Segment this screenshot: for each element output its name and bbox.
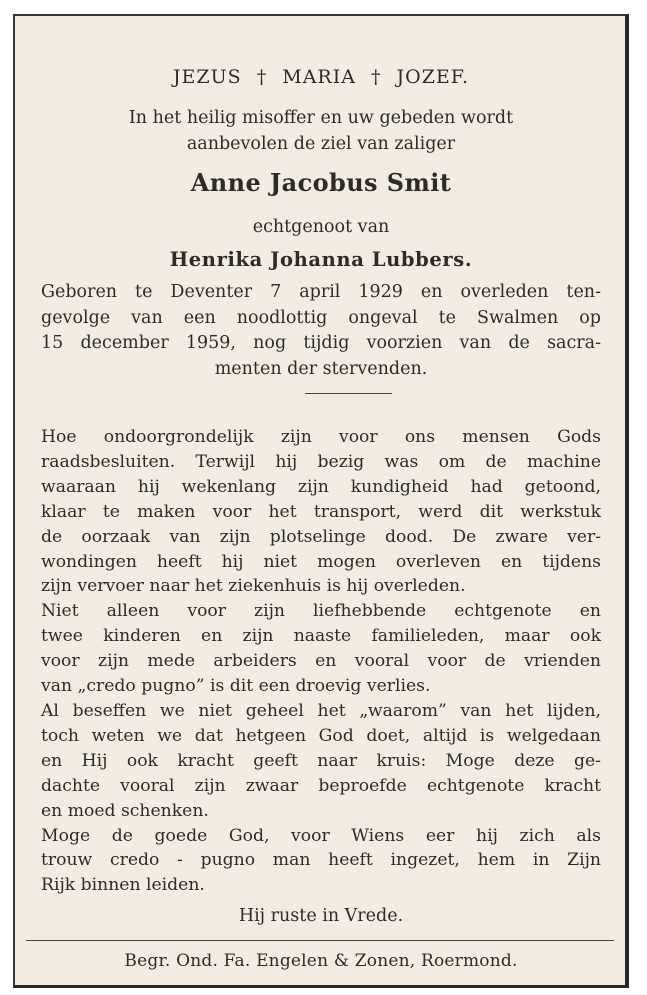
spouse-name: Henrika Johanna Lubbers.: [169, 248, 473, 271]
text-line: trouw credo - pugno man heeft ingezet, hem in Zijn: [41, 850, 601, 871]
birth-death-line: gevolge van een noodlottig ongeval te Swalmen op: [41, 307, 601, 328]
text-line: toch weten we dat hetgeen God doet, altijd is welgedaan: [41, 725, 601, 746]
recommendation-line: aanbevolen de ziel van zaliger: [186, 134, 456, 154]
text-line: Moge de goede God, voor Wiens eer hij zich als: [41, 825, 601, 846]
text-line: en moed schenken.: [41, 800, 209, 821]
text-line: en Hij ook kracht geeft naar kruis: Moge deze ge-: [41, 750, 601, 771]
text-line: de oorzaak van zijn plotselinge dood. De zware ver-: [41, 526, 601, 547]
short-divider: [305, 393, 392, 394]
memorial-card: [13, 14, 629, 988]
bottom-divider: [26, 940, 614, 941]
undertaker-credit: Begr. Ond. Fa. Engelen & Zonen, Roermond.: [124, 951, 518, 971]
text-line: Al beseffen we niet geheel het „waarom” van het lijden,: [41, 700, 601, 721]
birth-death-line: Geboren te Deventer 7 april 1929 en overleden ten-: [41, 282, 601, 302]
birth-death-paragraph: [41, 280, 601, 382]
text-line: Rijk binnen leiden.: [41, 875, 205, 896]
memorial-text: [41, 425, 601, 898]
birth-death-line: 15 december 1959, nog tijdig voorzien van de sacra-: [41, 333, 601, 353]
text-line: twee kinderen en zijn naaste familieleden, maar ook: [41, 626, 601, 647]
text-line: Niet alleen voor zijn liefhebbende echtgenote en: [41, 601, 601, 622]
spouse-label: echtgenoot van: [252, 217, 390, 237]
birth-death-line: menten der stervenden.: [214, 358, 428, 379]
deceased-name: Anne Jacobus Smit: [190, 168, 452, 197]
text-line: voor zijn mede arbeiders en vooral voor de vrienden: [41, 651, 601, 672]
recommendation-line: In het heilig misoffer en uw gebeden wordt: [128, 108, 514, 128]
text-line: klaar te maken voor het transport, werd dit werkstuk: [41, 501, 601, 522]
text-line: waaraan hij wekenlang zijn kundigheid had getoond,: [41, 476, 601, 497]
closing-phrase: Hij ruste in Vrede.: [238, 906, 404, 926]
text-line: dachte vooral zijn zwaar beproefde echtgenote kracht: [41, 775, 601, 796]
invocation-heading: JEZUS † MARIA † JOZEF.: [172, 66, 470, 88]
text-line: Hoe ondoorgrondelijk zijn voor ons mensen Gods: [41, 427, 601, 447]
recommendation-text: [41, 105, 601, 157]
text-line: zijn vervoer naar het ziekenhuis is hij overleden.: [41, 576, 466, 597]
text-line: raadsbesluiten. Terwijl hij bezig was om de machine: [41, 451, 601, 472]
card-content: [41, 16, 601, 985]
text-line: wondingen heeft hij niet mogen overleven en tijdens: [41, 551, 601, 572]
text-line: van „credo pugno” is dit een droevig verlies.: [41, 676, 431, 697]
